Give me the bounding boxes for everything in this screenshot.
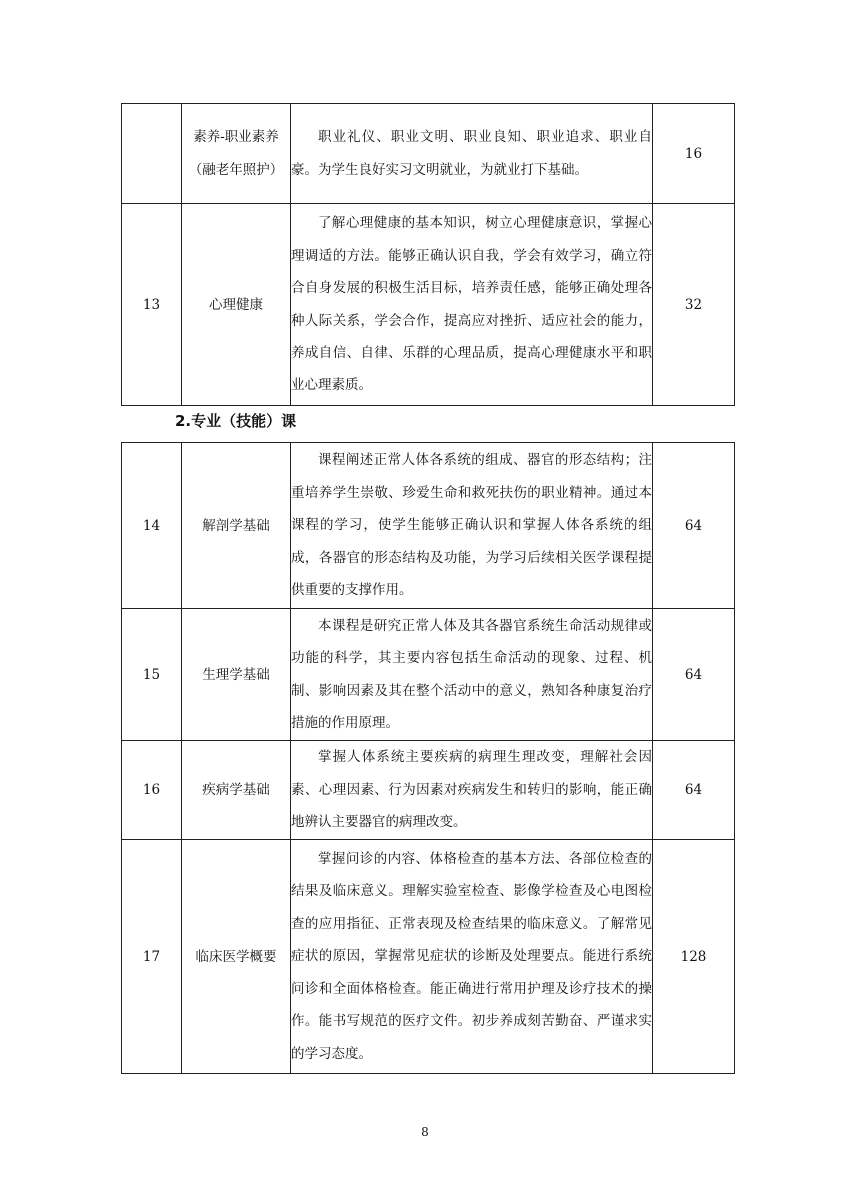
- course-hours: 16: [653, 104, 735, 204]
- course-table-professional: [121, 442, 735, 1074]
- course-description: [291, 741, 653, 840]
- course-hours: 128: [653, 840, 735, 1074]
- course-name: 生理学基础: [182, 609, 291, 741]
- course-name: 临床医学概要: [182, 840, 291, 1074]
- course-table-continued: [121, 103, 735, 406]
- course-description: [291, 443, 653, 609]
- course-name: 心理健康: [182, 204, 291, 406]
- course-description-text: 掌握人体系统主要疾病的病理生理改变，理解社会因素、心理因素、行为因素对疾病发生和转归的影响，能正确地辨认主要器官的病理改变。: [291, 749, 652, 831]
- course-hours: 32: [653, 204, 735, 406]
- course-name: 素养-职业素养（融老年照护）: [182, 104, 291, 204]
- section-heading: 2.专业（技能）课: [175, 412, 297, 430]
- course-description-text: 职业礼仪、职业文明、职业良知、职业追求、职业自豪。为学生良好实习文明就业，为就业打下基础。: [291, 129, 652, 178]
- course-number: 13: [122, 204, 182, 406]
- page-number: 8: [421, 1125, 429, 1139]
- table-row: [122, 204, 735, 406]
- course-hours: 64: [653, 443, 735, 609]
- course-number: 17: [122, 840, 182, 1074]
- course-name: 疾病学基础: [182, 741, 291, 840]
- course-description-text: 掌握问诊的内容、体格检查的基本方法、各部位检查的结果及临床意义。理解实验室检查、影像学检查及心电图检查的应用指征、正常表现及检查结果的临床意义。了解常见症状的原因，掌握常见症状的诊断及处理要点。能进行系统问诊和全面体格检查。能正确进行常用护理及诊疗技术的操作。能书写规范的医疗文件。初步养成刻苦勤奋、严谨求实的学习态度。: [291, 851, 652, 1062]
- table-row: [122, 443, 735, 609]
- table-row: [122, 840, 735, 1074]
- table-row: [122, 741, 735, 840]
- course-description-text: 了解心理健康的基本知识，树立心理健康意识，掌握心理调适的方法。能够正确认识自我，学会有效学习，确立符合自身发展的积极生活目标，培养责任感，能够正确处理各种人际关系，学会合作，提高应对挫折、适应社会的能力，养成自信、自律、乐群的心理品质，提高心理健康水平和职业心理素质。: [291, 215, 652, 394]
- course-description-text: 本课程是研究正常人体及其各器官系统生命活动规律或功能的科学，其主要内容包括生命活动的现象、过程、机制、影响因素及其在整个活动中的意义，熟知各种康复治疗措施的作用原理。: [291, 617, 652, 731]
- course-number: 14: [122, 443, 182, 609]
- course-number: 15: [122, 609, 182, 741]
- course-description: [291, 840, 653, 1074]
- course-description: [291, 204, 653, 406]
- course-name: 解剖学基础: [182, 443, 291, 609]
- course-description: [291, 609, 653, 741]
- course-description-text: 课程阐述正常人体各系统的组成、器官的形态结构；注重培养学生崇敬、珍爱生命和救死扶伤的职业精神。通过本课程的学习，使学生能够正确认识和掌握人体各系统的组成，各器官的形态结构及功能，为学习后续相关医学课程提供重要的支撑作用。: [291, 452, 652, 599]
- table-row: [122, 609, 735, 741]
- course-number: 16: [122, 741, 182, 840]
- course-hours: 64: [653, 609, 735, 741]
- table-row: [122, 104, 735, 204]
- course-number: [122, 104, 182, 204]
- course-description: [291, 104, 653, 204]
- course-hours: 64: [653, 741, 735, 840]
